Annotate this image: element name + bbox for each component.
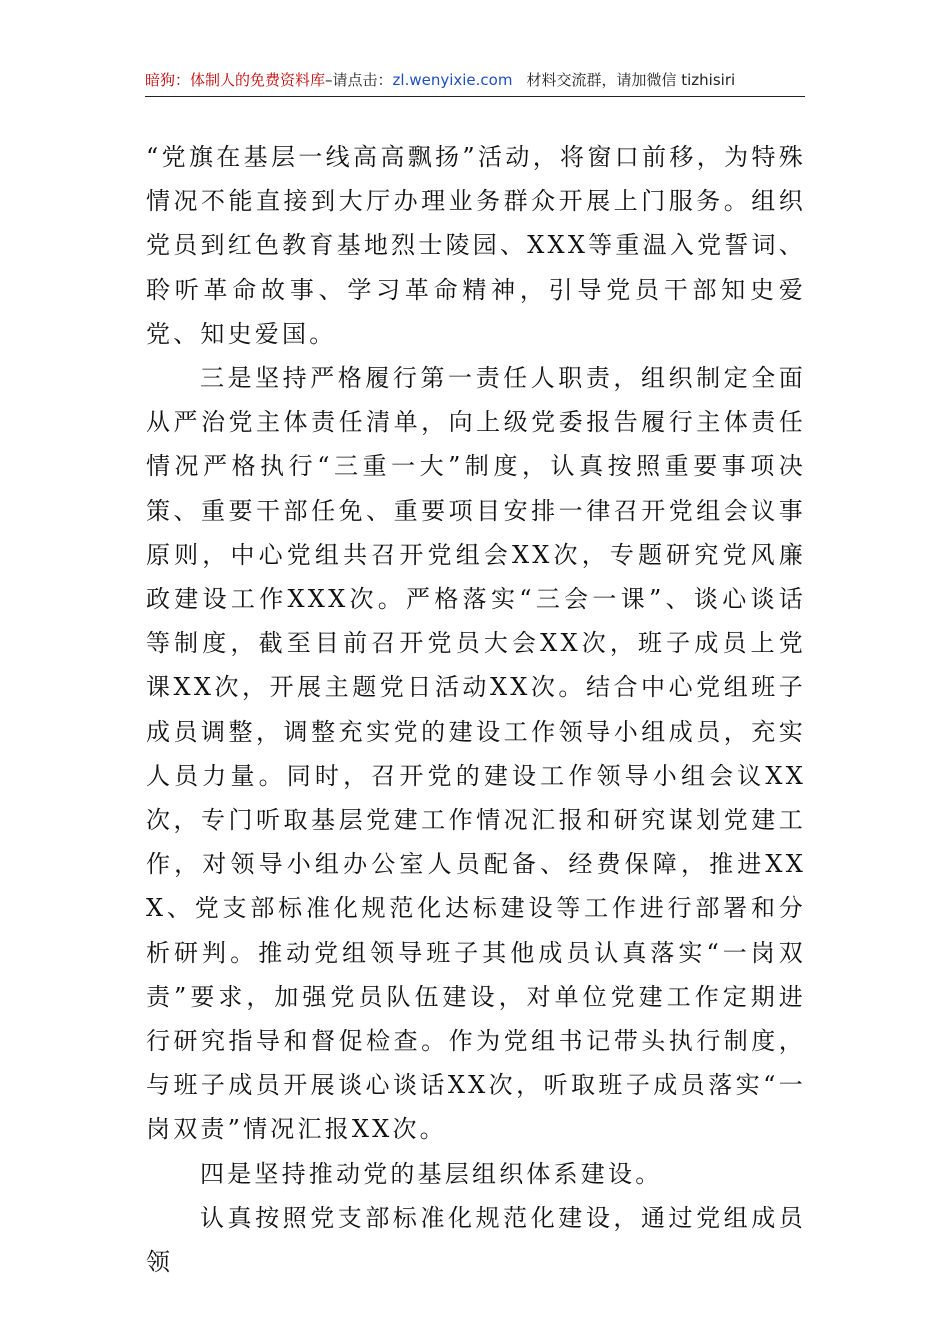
document-body [146,135,806,1284]
paragraph-point-four-body: 认真按照党支部标准化规范化建设，通过党组成员领 [146,1203,806,1277]
page-header [145,68,805,97]
header-link[interactable]: zl.wenyixie.com [392,71,513,89]
paragraph-point-four-heading: 四是坚持推动党的基层组织体系建设。 [200,1159,663,1188]
paragraph-continuation: “党旗在基层一线高高飘扬”活动，将窗口前移，为特殊情况不能直接到大厅办理业务群众开展上门服务。组织党员到红色教育基地烈士陵园、XXX等重温入党誓词、聆听革命故事、学习革命精神，引导党员干部知史爱党、知史爱国。 [146,143,806,348]
header-contact: 材料交流群，请加微信 tizhisiri [526,71,736,89]
paragraph-point-three: 三是坚持严格履行第一责任人职责，组织制定全面从严治党主体责任清单，向上级党委报告履行主体责任情况严格执行“三重一大”制度，认真按照重要事项决策、重要干部任免、重要项目安排一律召开党组会议事原则，中心党组共召开党组会XX次，专题研究党风廉政建设工作XXX次。严格落实“三会一课”、谈心谈话等制度，截至目前召开党员大会XX次，班子成员上党课XX次，开展主题党日活动XX次。结合中心党组班子成员调整，调整充实党的建设工作领导小组成员，充实人员力量。同时，召开党的建设工作领导小组会议XX次，专门听取基层党建工作情况汇报和研究谋划党建工作，对领导小组办公室人员配备、经费保障，推进XXX、党支部标准化规范化达标建设等工作进行部署和分析研判。推动党组领导班子其他成员认真落实“一岗双责”要求，加强党员队伍建设，对单位党建工作定期进行研究指导和督促检查。作为党组书记带头执行制度，与班子成员开展谈心谈话XX次，听取班子成员落实“一岗双责”情况汇报XX次。 [146,364,806,1144]
header-brand: 暗狗：体制人的免费资料库 [145,71,326,89]
header-separator: –请点击： [325,71,393,89]
